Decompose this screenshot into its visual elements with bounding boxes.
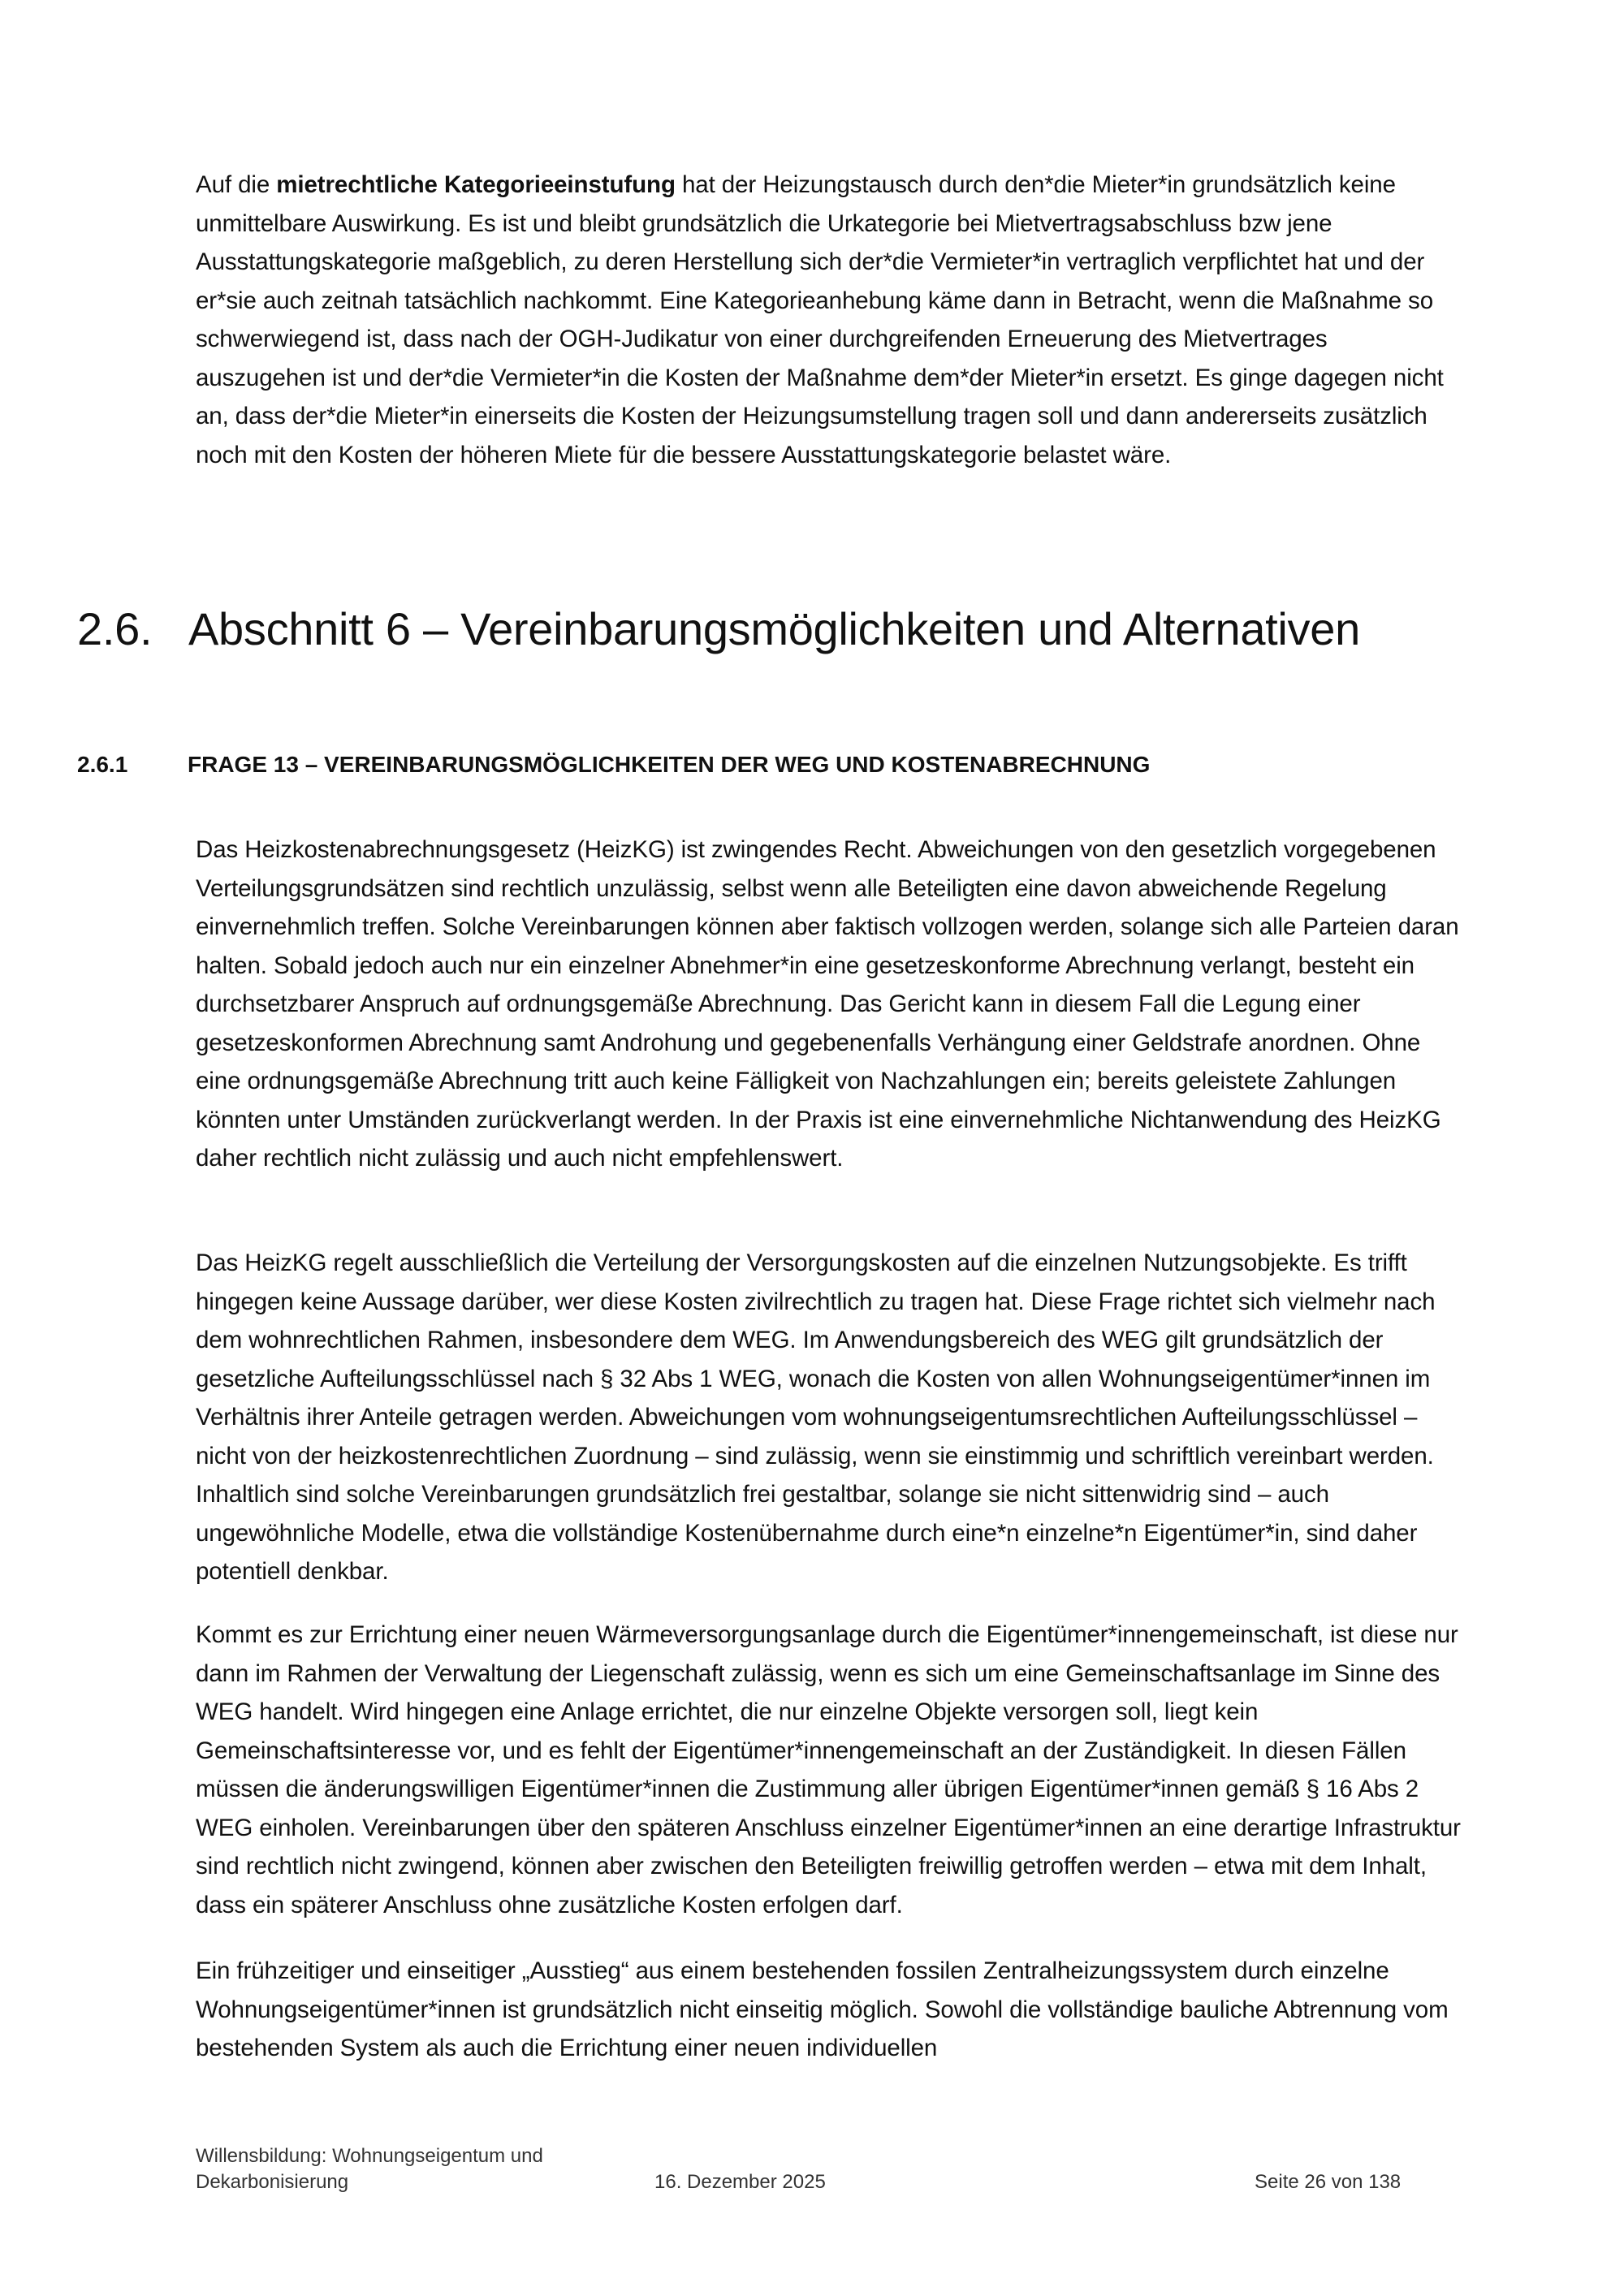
body-paragraph-1: Das Heizkostenabrechnungsgesetz (HeizKG) ist zwingendes Recht. Abweichungen von den gesetzlich vorgegebenen Verteilungsgrundsätzen sind rechtlich unzulässig, selbst wenn alle Beteiligten eine davon abweichende Regelung einvernehmlich treffen. Solche Vereinbarungen können aber faktisch vollzogen werden, solange sich alle Parteien daran halten. Sobald jedoch auch nur ein einzelner Abnehmer*in eine gesetzeskonforme Abrechnung verlangt, besteht ein durchsetzbarer Anspruch auf ordnungsgemäße Abrechnung. Das Gericht kann in diesem Fall die Legung einer gesetzeskonformen Abrechnung samt Androhung und gegebenenfalls Verhängung einer Geldstrafe anordnen. Ohne eine ordnungsgemäße Abrechnung tritt auch keine Fälligkeit von Nachzahlungen ein; bereits geleistete Zahlungen könnten unter Umständen zurückverlangt werden. In der Praxis ist eine einvernehmliche Nichtanwendung des HeizKG daher rechtlich nicht zulässig und auch nicht empfehlenswert.	[196, 836, 1459, 1172]
footer-document-title	[196, 2143, 650, 2195]
body-paragraph-4: Ein frühzeitiger und einseitiger „Ausstieg“ aus einem bestehenden fossilen Zentralheizungssystem durch einzelne Wohnungseigentümer*innen ist grundsätzlich nicht einseitig möglich. Sowohl die vollständige bauliche Abtrennung vom bestehenden System als auch die Errichtung einer neuen individuellen	[196, 1957, 1449, 2061]
subsection-title: FRAGE 13 – VEREINBARUNGSMÖGLICHKEITEN DER WEG UND KOSTENABRECHNUNG	[188, 752, 1151, 777]
section-number: 2.6.	[77, 603, 153, 654]
body-paragraph-3: Kommt es zur Errichtung einer neuen Wärmeversorgungsanlage durch die Eigentümer*innengemeinschaft, ist diese nur dann im Rahmen der Verwaltung der Liegenschaft zulässig, wenn es sich um eine Gemeinschaftsanlage im Sinne des WEG handelt. Wird hingegen eine Anlage errichtet, die nur einzelne Objekte versorgen soll, liegt kein Gemeinschaftsinteresse vor, und es fehlt der Eigentümer*innengemeinschaft an der Zuständigkeit. In diesen Fällen müssen die änderungswilligen Eigentümer*innen die Zustimmung aller übrigen Eigentümer*innen gemäß § 16 Abs 2 WEG einholen. Vereinbarungen über den späteren Anschluss einzelner Eigentümer*innen an eine derartige Infrastruktur sind rechtlich nicht zwingend, können aber zwischen den Beteiligten freiwillig getroffen werden – etwa mit dem Inhalt, dass ein späterer Anschluss ohne zusätzliche Kosten erfolgen darf.	[196, 1621, 1461, 1918]
footer-date: 16. Dezember 2025	[654, 2171, 826, 2193]
footer-title-line-2: Dekarbonisierung	[196, 2171, 349, 2193]
intro-rest: hat der Heizungstausch durch den*die Mieter*in grundsätzlich keine unmittelbare Auswirkung. Es ist und bleibt grundsätzlich die Urkategorie bei Mietvertragsabschluss bzw jene Ausstattungskategorie maßgeblich, zu deren Herstellung sich der*die Vermieter*in vertraglich verpflichtet hat und der er*sie auch zeitnah tatsächlich nachkommt. Eine Kategorieanhebung käme dann in Betracht, wenn die Maßnahme so schwerwiegend ist, dass nach der OGH-Judikatur von einer durchgreifenden Erneuerung des Mietvertrages auszugehen ist und der*die Vermieter*in die Kosten der Maßnahme dem*der Mieter*in ersetzt. Es ginge dagegen nicht an, dass der*die Mieter*in einerseits die Kosten der Heizungsumstellung tragen soll und dann andererseits zusätzlich noch mit den Kosten der höheren Miete für die bessere Ausstattungskategorie belastet wäre.	[196, 171, 1444, 468]
footer-title-line-1: Willensbildung: Wohnungseigentum und	[196, 2145, 543, 2167]
intro-paragraph	[196, 166, 1463, 474]
section-heading	[77, 601, 1360, 658]
footer-page-number: Seite 26 von 138	[1255, 2171, 1402, 2193]
intro-lead: Auf die	[196, 171, 277, 198]
subsection-number: 2.6.1	[77, 752, 128, 777]
subsection-heading	[77, 749, 1150, 781]
body-paragraph-2: Das HeizKG regelt ausschließlich die Verteilung der Versorgungskosten auf die einzelnen Nutzungsobjekte. Es trifft hingegen keine Aussage darüber, wer diese Kosten zivilrechtlich zu tragen hat. Diese Frage richtet sich vielmehr nach dem wohnrechtlichen Rahmen, insbesondere dem WEG. Im Anwendungsbereich des WEG gilt grundsätzlich der gesetzliche Aufteilungsschlüssel nach § 32 Abs 1 WEG, wonach die Kosten von allen Wohnungseigentümer*innen im Verhältnis ihrer Anteile getragen werden. Abweichungen vom wohnungseigentumsrechtlichen Aufteilungsschlüssel – nicht von der heizkostenrechtlichen Zuordnung – sind zulässig, wenn sie einstimmig und schriftlich vereinbart werden. Inhaltlich sind solche Vereinbarungen grundsätzlich frei gestaltbar, solange sie nicht sittenwidrig sind – auch ungewöhnliche Modelle, etwa die vollständige Kostenübernahme durch eine*n einzelne*n Eigentümer*in, sind daher potentiell denkbar.	[196, 1249, 1436, 1585]
intro-bold-term: mietrechtliche Kategorieeinstufung	[276, 171, 676, 198]
section-title: Abschnitt 6 – Vereinbarungsmöglichkeiten und Alternativen	[188, 603, 1360, 654]
